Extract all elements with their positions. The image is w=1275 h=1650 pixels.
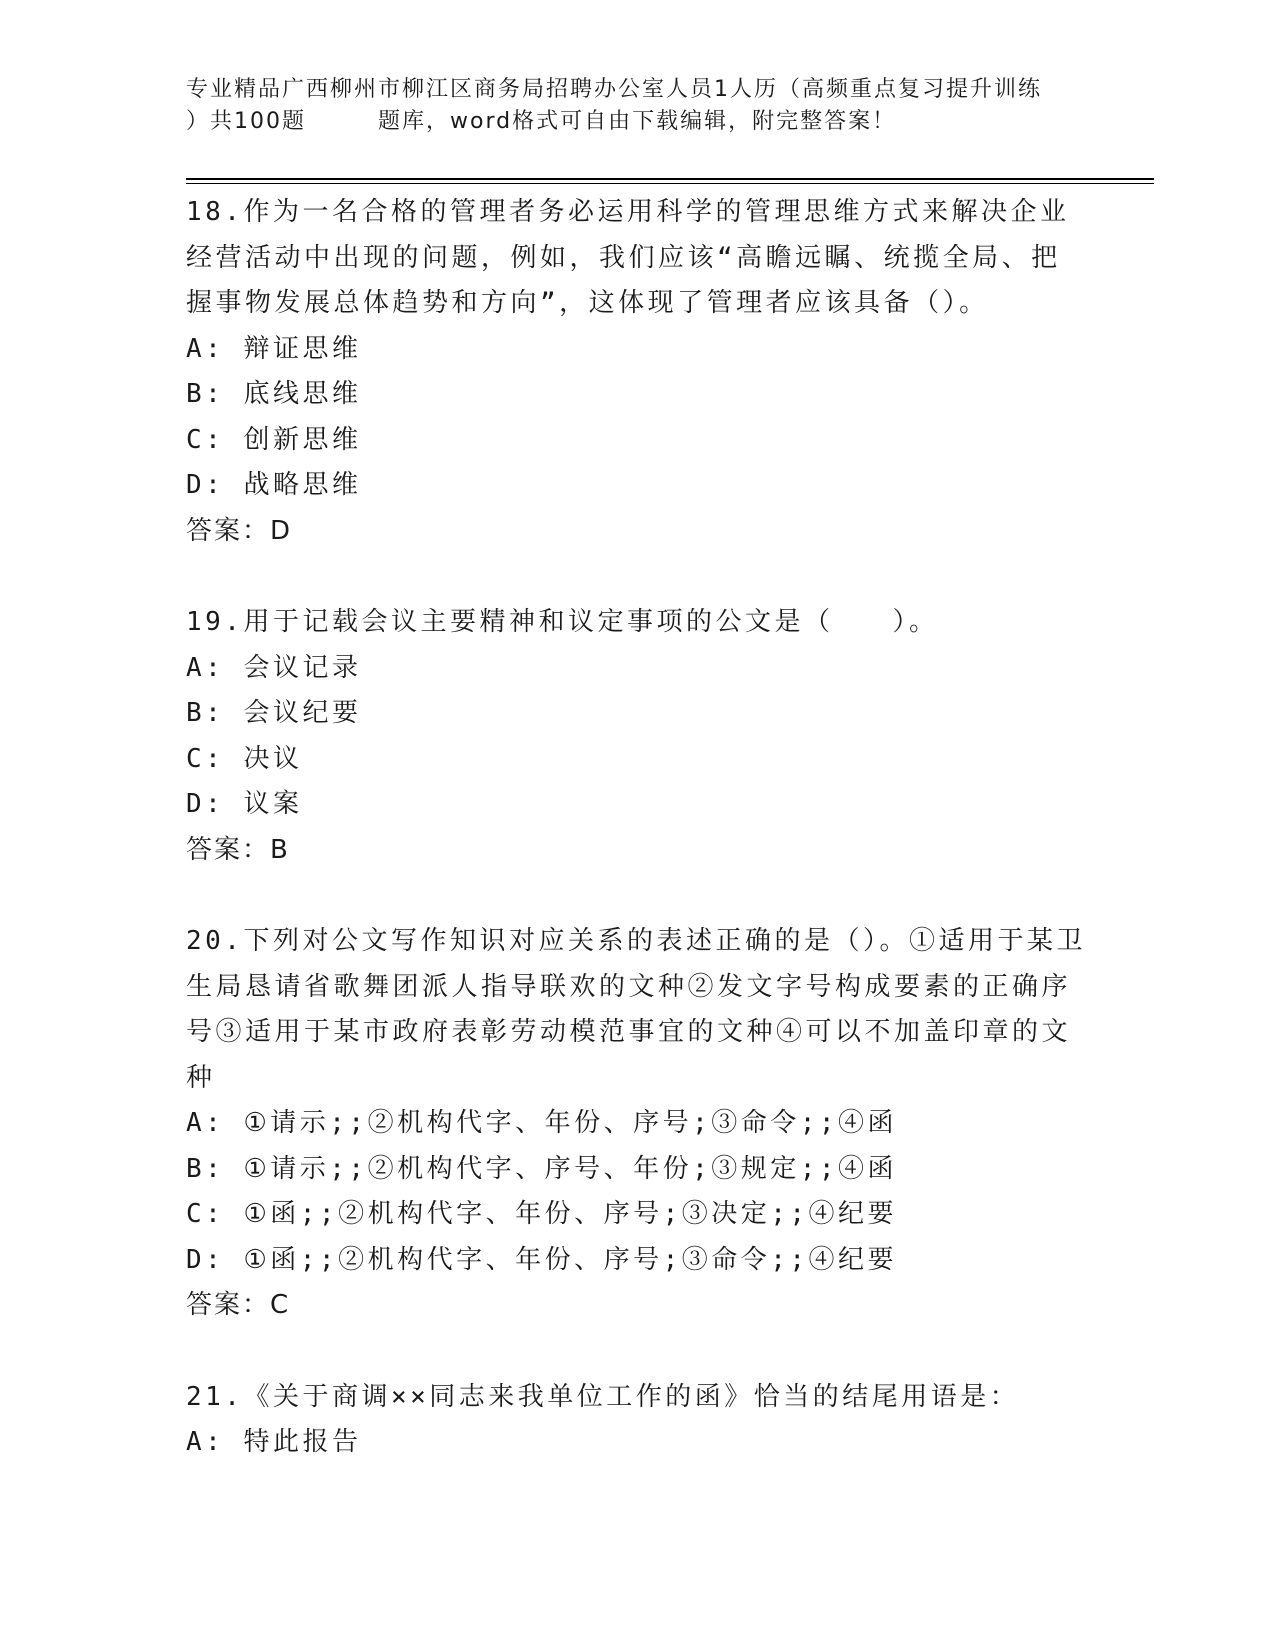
answer: 答案：B xyxy=(186,834,290,865)
question-18 xyxy=(186,190,1086,554)
option-d: D: 战略思维 xyxy=(186,470,362,500)
header-line-2-part-a: ）共100题 xyxy=(186,109,306,134)
question-text: 21.《关于商调××同志来我单位工作的函》恰当的结尾用语是： xyxy=(186,1381,1020,1412)
option-b: B: ①请示;;②机构代字、序号、年份;③规定;;④函 xyxy=(186,1153,898,1184)
option-d: D: ①函;;②机构代字、年份、序号;③命令;;④纪要 xyxy=(186,1244,898,1275)
option-b: B: 底线思维 xyxy=(186,379,362,409)
option-b: B: 会议纪要 xyxy=(186,698,362,728)
question-text: 20.下列对公文写作知识对应关系的表述正确的是（）。①适用于某卫生局恳请省歌舞团派人指导联欢的文种②发文字号构成要素的正确序号③适用于某市政府表彰劳动模范事宜的文种④可以不加盖印章的文种 xyxy=(186,926,1086,1093)
question-20 xyxy=(186,919,1086,1329)
question-text: 19.用于记载会议主要精神和议定事项的公文是（ ）。 xyxy=(186,607,939,637)
header-divider-thin xyxy=(186,183,1154,184)
answer: 答案：C xyxy=(186,1290,291,1320)
option-a: A: 会议记录 xyxy=(186,652,362,683)
question-list xyxy=(186,190,1086,1466)
option-a: A: 特此报告 xyxy=(186,1427,362,1457)
option-a: A: ①请示;;②机构代字、年份、序号;③命令;;④函 xyxy=(186,1108,898,1138)
option-c: C: ①函;;②机构代字、年份、序号;③决定;;④纪要 xyxy=(186,1199,898,1229)
option-a: A: 辩证思维 xyxy=(186,333,362,364)
option-c: C: 创新思维 xyxy=(186,424,362,455)
header-divider-thick xyxy=(186,178,1154,180)
document-header xyxy=(186,74,1086,138)
option-d: D: 议案 xyxy=(186,789,303,819)
header-line-2 xyxy=(186,106,1086,138)
option-c: C: 决议 xyxy=(186,743,303,774)
header-line-1: 专业精品广西柳州市柳江区商务局招聘办公室人员1人历（高频重点复习提升训练 xyxy=(186,77,1042,102)
header-line-2-part-b: 题库，word格式可自由下载编辑，附完整答案！ xyxy=(378,109,897,134)
question-21 xyxy=(186,1375,1086,1466)
question-19 xyxy=(186,600,1086,873)
answer: 答案：D xyxy=(186,515,293,546)
question-text: 18.作为一名合格的管理者务必运用科学的管理思维方式来解决企业经营活动中出现的问题，例如，我们应该“高瞻远瞩、统揽全局、把握事物发展总体趋势和方向”，这体现了管理者应该具备（）。 xyxy=(186,197,1070,318)
